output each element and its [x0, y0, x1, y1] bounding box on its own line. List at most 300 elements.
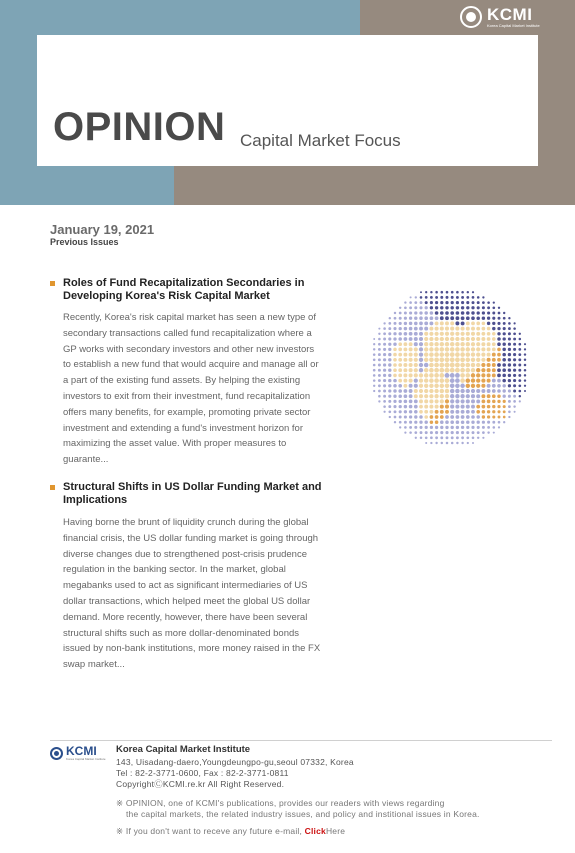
globe-dot	[409, 317, 412, 320]
globe-dot	[445, 394, 449, 398]
globe-dot	[508, 327, 511, 330]
globe-dot	[455, 368, 460, 373]
globe-dot	[487, 368, 491, 372]
globe-dot	[492, 384, 496, 388]
globe-dot	[414, 342, 418, 346]
globe-dot	[419, 306, 422, 309]
globe-dot	[476, 352, 480, 356]
globe-dot	[476, 415, 479, 418]
globe-dot	[424, 368, 429, 373]
globe-dot	[477, 311, 480, 314]
globe-dot	[460, 363, 465, 368]
globe-dot	[451, 291, 454, 294]
summary-line: structural shifts such as more dollar-denominated bonds	[63, 627, 300, 639]
footer-logo-text: KCMI	[66, 744, 97, 758]
globe-dot	[502, 363, 506, 367]
footer-kcmi-logo	[50, 745, 106, 761]
globe-dot	[451, 301, 454, 304]
globe-dot	[440, 316, 444, 320]
globe-dot	[439, 373, 444, 378]
globe-dot	[429, 384, 433, 388]
globe-dot	[414, 301, 417, 304]
globe-dot	[429, 410, 433, 414]
globe-dot	[409, 306, 412, 309]
globe-dot	[440, 426, 443, 429]
globe-dot	[466, 394, 470, 398]
globe-dot	[471, 394, 475, 398]
globe-dot	[394, 312, 396, 314]
globe-dot	[419, 327, 423, 331]
globe-dot	[403, 379, 407, 383]
globe-dot	[497, 368, 501, 372]
header-title-box	[37, 35, 538, 166]
globe-dot	[503, 312, 505, 314]
globe-dot	[435, 311, 439, 315]
globe-dot	[466, 347, 470, 351]
globe-dot	[403, 358, 407, 362]
globe-dot	[445, 405, 449, 409]
globe-dot	[429, 378, 434, 383]
globe-dot	[429, 342, 433, 346]
globe-dot	[409, 421, 412, 424]
summary-line: secondary transactions called fund recapitalization where a	[63, 327, 312, 339]
globe-dot	[404, 400, 408, 404]
globe-dot	[497, 358, 501, 362]
globe-dot	[487, 421, 490, 424]
globe-dot	[378, 358, 381, 361]
globe-dot	[383, 358, 386, 361]
globe-dot	[502, 353, 506, 357]
globe-dot	[430, 442, 432, 444]
globe-dot	[455, 405, 459, 409]
globe-dot	[445, 389, 449, 393]
globe-dot	[450, 420, 454, 424]
globe-dot	[524, 369, 527, 372]
globe-dot	[445, 337, 449, 341]
globe-dot	[435, 436, 438, 439]
globe-dot	[373, 353, 376, 356]
globe-dot	[388, 343, 391, 346]
globe-dot	[497, 405, 500, 408]
globe-dot	[492, 379, 496, 383]
globe-dot	[393, 368, 397, 372]
globe-dot	[439, 368, 444, 373]
globe-dot	[409, 368, 413, 372]
unsubscribe-text: ※ If you don't want to receve any future e-mail,	[116, 826, 303, 836]
globe-dot	[455, 337, 459, 341]
globe-dot	[419, 337, 423, 341]
globe-dot	[446, 442, 449, 445]
globe-dot	[487, 358, 491, 362]
summary-line: Having borne the brunt of liquidity crunch during the global	[63, 517, 309, 528]
globe-dot	[409, 400, 413, 404]
globe-dot	[482, 296, 484, 298]
globe-dot	[466, 311, 470, 315]
globe-dot	[467, 291, 469, 293]
globe-dot	[503, 322, 506, 325]
globe-dot	[388, 358, 391, 361]
globe-dot	[476, 358, 480, 362]
footer-divider	[50, 740, 552, 741]
globe-dot	[481, 379, 485, 383]
globe-dot	[481, 368, 485, 372]
globe-dot	[440, 321, 444, 325]
globe-dot	[508, 348, 511, 351]
globe-dot	[466, 389, 470, 393]
globe-dot	[440, 327, 444, 331]
globe-dot	[424, 405, 428, 409]
globe-dot	[419, 347, 423, 351]
globe-dot	[482, 400, 486, 404]
globe-dot	[460, 378, 465, 383]
globe-dot	[398, 368, 402, 372]
globe-dot	[513, 327, 516, 330]
globe-dot	[461, 291, 464, 294]
globe-dot	[430, 316, 434, 320]
globe-dot	[419, 410, 423, 414]
globe-dot	[492, 373, 496, 377]
globe-dot	[513, 405, 515, 407]
globe-dot	[461, 426, 464, 429]
globe-dot	[498, 312, 501, 315]
globe-dot	[404, 421, 407, 424]
globe-dot	[419, 322, 423, 326]
issue-date: January 19, 2021	[50, 222, 155, 237]
globe-dot	[471, 415, 475, 419]
globe-dot	[466, 301, 469, 304]
kcmi-logo[interactable]	[460, 5, 540, 29]
globe-dot	[472, 436, 475, 439]
globe-dot	[429, 347, 433, 351]
globe-dot	[414, 353, 418, 357]
globe-dot	[471, 311, 474, 314]
globe-dot	[373, 364, 376, 367]
globe-dot	[440, 394, 444, 398]
globe-dot	[450, 332, 454, 336]
globe-dot	[414, 405, 418, 409]
globe-dot	[378, 364, 381, 367]
globe-dot	[398, 358, 402, 362]
globe-dot	[403, 368, 407, 372]
globe-dot	[455, 410, 459, 414]
globe-dot	[508, 384, 511, 387]
globe-dot	[414, 311, 417, 314]
globe-dot	[467, 442, 469, 444]
globe-dot	[487, 311, 490, 314]
globe-dot	[419, 389, 423, 393]
globe-dot	[471, 306, 474, 309]
globe-dot	[409, 353, 413, 357]
globe-dot	[393, 384, 397, 388]
globe-dot	[388, 389, 391, 392]
globe-dot	[434, 384, 439, 389]
globe-dot	[388, 384, 391, 387]
globe-dot	[420, 296, 423, 299]
globe-dot	[472, 301, 475, 304]
globe-dot	[420, 291, 422, 293]
globe-dot	[399, 405, 402, 408]
globe-dot	[435, 399, 439, 403]
globe-dot	[508, 332, 511, 335]
globe-dot	[502, 342, 505, 345]
globe-dot	[466, 316, 470, 320]
globe-dot	[373, 348, 375, 350]
globe-dot	[476, 410, 480, 414]
globe-dot	[420, 301, 423, 304]
globe-dot	[460, 373, 465, 378]
globe-dot	[487, 410, 490, 413]
globe-dot	[471, 316, 475, 320]
globe-dot	[524, 385, 526, 387]
globe-dot	[461, 431, 464, 434]
globe-dot	[471, 421, 474, 424]
globe-dot	[399, 327, 402, 330]
globe-dot	[429, 389, 433, 393]
globe-dot	[513, 395, 516, 398]
globe-dot	[420, 431, 423, 434]
globe-dot	[429, 358, 434, 363]
globe-dot	[415, 296, 417, 298]
article-bullet-icon	[50, 281, 55, 286]
globe-dot	[409, 311, 412, 314]
summary-line: regulation in the banking sector. In the market, global	[63, 564, 286, 576]
globe-dot	[455, 321, 459, 325]
globe-dot	[476, 405, 480, 409]
globe-dot	[451, 442, 454, 445]
globe-dot	[424, 332, 428, 336]
globe-dot	[466, 420, 469, 423]
globe-dot	[487, 415, 490, 418]
globe-dot	[455, 373, 460, 378]
globe-dot	[502, 348, 505, 351]
globe-dot	[502, 379, 506, 383]
globe-dot	[508, 395, 511, 398]
globe-dot	[487, 322, 490, 325]
globe-dot	[404, 306, 407, 309]
globe-dot	[471, 389, 475, 393]
globe-dot	[450, 347, 455, 352]
globe-dot	[508, 400, 511, 403]
globe-dot	[513, 348, 516, 351]
globe-dot	[378, 353, 381, 356]
globe-dot	[419, 378, 423, 382]
globe-dot	[445, 378, 450, 383]
globe-dot	[445, 352, 450, 357]
globe-dot	[373, 338, 375, 340]
globe-dot	[477, 306, 480, 309]
globe-dot	[383, 411, 385, 413]
globe-dot	[439, 363, 444, 368]
globe-dot	[439, 378, 444, 383]
globe-dot	[482, 322, 486, 326]
globe-dot	[492, 405, 495, 408]
summary-line: issued by non-bank institutions, more money raised in the FX	[63, 643, 321, 655]
globe-dot	[481, 358, 485, 362]
header-brown-strip	[174, 166, 575, 205]
globe-dot	[497, 332, 500, 335]
globe-dot	[503, 400, 506, 403]
globe-dot	[471, 410, 475, 414]
globe-dot	[430, 301, 433, 304]
globe-dot	[451, 431, 454, 434]
globe-dot	[450, 321, 454, 325]
globe-dot	[513, 400, 516, 403]
globe-dot	[497, 384, 501, 388]
globe-dot	[440, 415, 444, 419]
globe-dot	[445, 311, 449, 315]
globe-dot	[435, 306, 438, 309]
globe-dot	[497, 410, 500, 413]
globe-dot	[419, 332, 423, 336]
previous-issues-link[interactable]: Previous Issues	[50, 237, 119, 247]
globe-dot	[383, 327, 386, 330]
globe-dot	[513, 358, 516, 361]
globe-dot	[514, 411, 516, 413]
globe-dot	[383, 384, 386, 387]
globe-dot	[476, 389, 480, 393]
globe-dot	[455, 342, 459, 346]
globe-dot	[519, 395, 521, 397]
globe-dot	[514, 322, 516, 324]
globe-dot	[508, 411, 511, 414]
globe-dot	[445, 342, 450, 347]
footer-note-1: ※ OPINION, one of KCMI's publications, provides our readers with views regarding	[116, 798, 445, 808]
globe-dot	[409, 347, 413, 351]
globe-dot	[445, 368, 450, 373]
summary-line: to establish a new fund that would acquire and manage all or	[63, 359, 319, 371]
globe-dot	[497, 342, 501, 346]
globe-dot	[460, 368, 465, 373]
globe-dot	[446, 436, 449, 439]
globe-dot	[419, 421, 422, 424]
globe-dot	[461, 405, 465, 409]
globe-dot	[487, 342, 491, 346]
globe-dot	[497, 374, 501, 378]
globe-dot	[482, 405, 486, 409]
globe-dot	[450, 405, 454, 409]
globe-dot	[450, 389, 454, 393]
globe-dot	[429, 373, 434, 378]
globe-dot	[460, 389, 464, 393]
globe-dot	[487, 347, 491, 351]
globe-dot	[378, 400, 380, 402]
globe-dot	[425, 426, 428, 429]
globe-dot	[414, 415, 417, 418]
globe-dot	[419, 399, 423, 403]
globe-dot	[409, 410, 412, 413]
globe-dot	[471, 358, 475, 362]
globe-dot	[429, 368, 434, 373]
globe-dot	[466, 296, 469, 299]
globe-dot	[455, 347, 460, 352]
globe-dot	[466, 410, 470, 414]
globe-dot	[388, 405, 391, 408]
globe-dot	[419, 394, 423, 398]
globe-dot	[487, 426, 490, 429]
globe-dot	[497, 363, 501, 367]
globe-dot	[471, 405, 475, 409]
globe-dot	[373, 374, 376, 377]
article-title-1[interactable]	[63, 277, 333, 303]
globe-dot	[434, 394, 438, 398]
globe-dot	[497, 337, 501, 341]
article-summary-2	[63, 515, 341, 673]
globe-dot	[460, 342, 464, 346]
globe-dot	[398, 374, 402, 378]
globe-dot	[404, 317, 407, 320]
globe-dot	[404, 389, 408, 393]
summary-line: investment and extending a fund's investment horizon for	[63, 422, 303, 434]
globe-dot	[466, 337, 470, 341]
globe-dot	[503, 332, 506, 335]
globe-dot	[383, 369, 386, 372]
globe-dot	[481, 363, 485, 367]
globe-dot	[492, 312, 495, 315]
globe-dot	[524, 364, 527, 367]
globe-dot	[477, 301, 480, 304]
globe-dot	[430, 420, 433, 423]
globe-dot	[524, 343, 526, 345]
globe-dot	[409, 337, 413, 341]
globe-dot	[434, 352, 439, 357]
globe-dot	[424, 337, 428, 341]
globe-dot	[503, 416, 506, 419]
globe-dot	[409, 358, 413, 362]
globe-dot	[424, 311, 427, 314]
article-title-2[interactable]	[63, 481, 333, 507]
globe-dot	[435, 426, 438, 429]
globe-dot	[508, 358, 511, 361]
globe-dot	[378, 328, 380, 330]
globe-dot	[404, 405, 407, 408]
globe-dot	[461, 410, 465, 414]
globe-dot	[502, 384, 505, 387]
globe-dot	[434, 368, 439, 373]
globe-dot	[378, 369, 381, 372]
globe-dot	[508, 379, 511, 382]
globe-dot	[404, 342, 408, 346]
globe-dot	[466, 436, 469, 439]
globe-dot	[451, 296, 454, 299]
globe-dot	[519, 400, 521, 402]
kcmi-logo-subtext: Korea Capital Market Institute	[487, 23, 540, 28]
globe-dot	[383, 379, 386, 382]
globe-dot	[481, 342, 485, 346]
globe-dot	[466, 373, 471, 378]
globe-dot	[455, 384, 460, 389]
summary-line: offers many benefits, for example, promoting private sector	[63, 406, 311, 418]
globe-dot	[450, 410, 454, 414]
globe-dot	[404, 337, 408, 341]
globe-dot	[481, 389, 485, 393]
globe-dot	[424, 373, 428, 377]
unsubscribe-click-link[interactable]: Click	[304, 826, 326, 836]
globe-dot	[456, 431, 459, 434]
globe-dot	[482, 421, 485, 424]
globe-dot	[456, 426, 459, 429]
globe-dot	[404, 432, 406, 434]
globe-dot	[429, 337, 433, 341]
globe-dot	[492, 322, 495, 325]
globe-dot	[446, 296, 449, 299]
globe-dot	[503, 410, 506, 413]
globe-dot	[439, 352, 444, 357]
globe-dot	[524, 374, 526, 376]
footer-note-1-cont: the capital markets, the related industry issues, and policy and institional issues in Korea.	[126, 809, 480, 819]
globe-dot	[393, 374, 397, 378]
globe-dot	[482, 306, 485, 309]
summary-line: GP works with secondary investors and other new investors	[63, 343, 315, 355]
